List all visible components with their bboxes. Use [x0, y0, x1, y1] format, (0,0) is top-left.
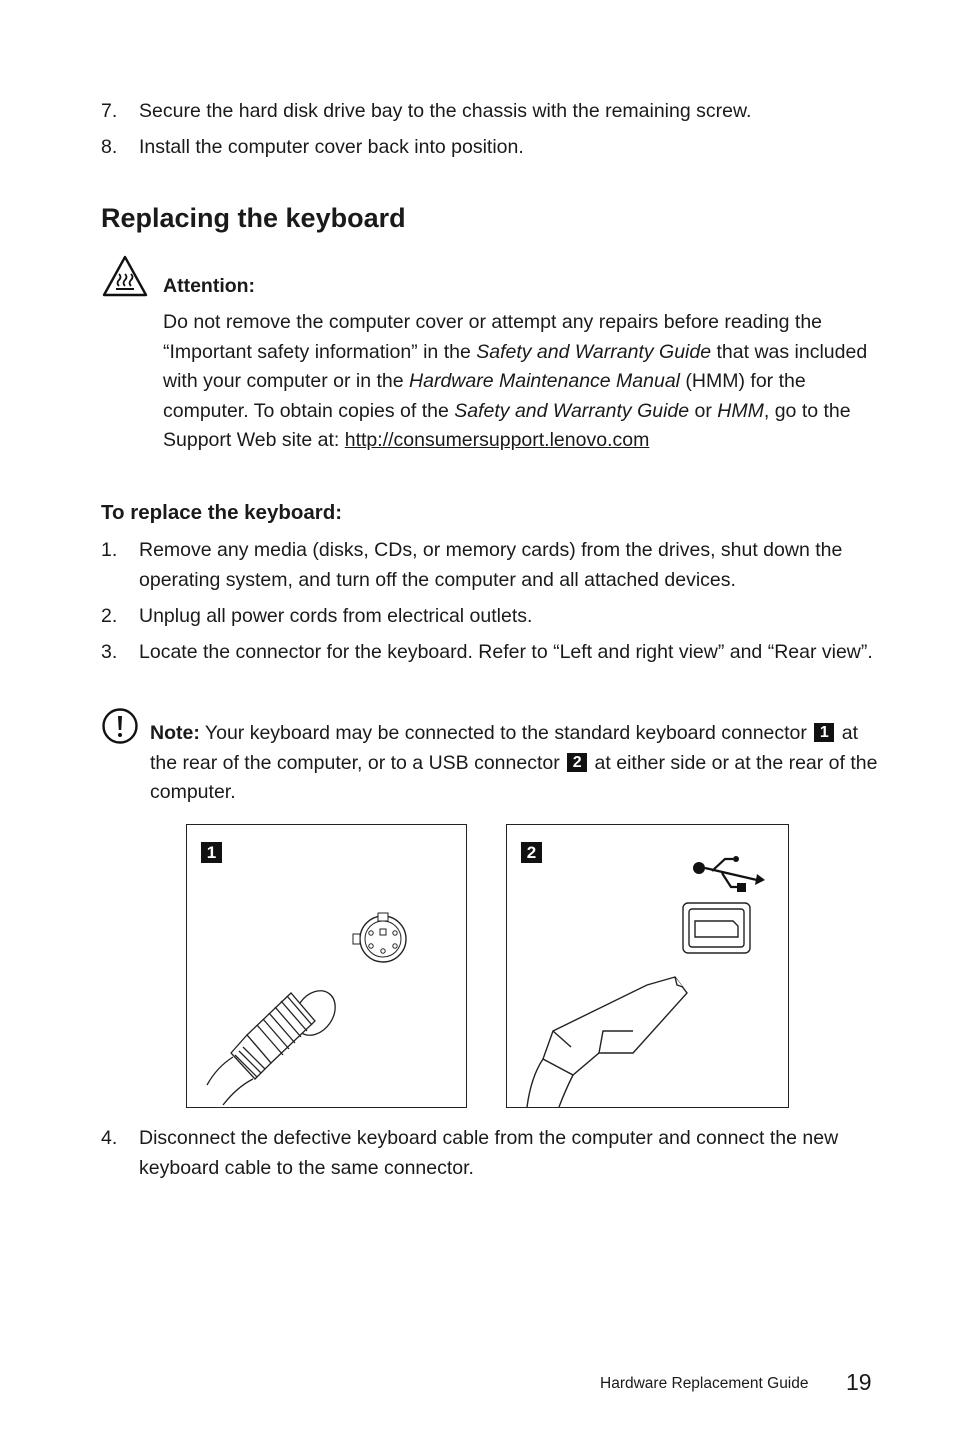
usb-plug-icon — [527, 977, 687, 1107]
footer-guide-title: Hardware Replacement Guide — [600, 1375, 809, 1392]
step-number: 8. — [101, 136, 118, 158]
usb-symbol-icon — [693, 856, 765, 892]
usb-connector-illustration — [507, 825, 788, 1107]
attention-text: Do not remove the computer cover or attempt any repairs before reading the “Important safety information” in the Safety and Warranty Guide that was included with your computer or in the Hardware Maintenance Manual (HMM) for the computer. To obtain copies of the Safety and Warranty Guide or HMM, go to the Support Web site at: http://consumersupport.lenovo.com — [163, 311, 868, 451]
section-title: Replacing the keyboard — [101, 203, 406, 233]
figure-callout-1: 1 — [201, 842, 222, 863]
step-number: 7. — [101, 100, 118, 122]
page-number: 19 — [846, 1369, 872, 1395]
step-text: Secure the hard disk drive bay to the chassis with the remaining screw. — [139, 100, 752, 122]
ps2-port-icon — [353, 913, 406, 962]
hot-surface-warning-icon — [101, 254, 149, 298]
step-text: Remove any media (disks, CDs, or memory cards) from the drives, shut down the operating system, and turn off the computer and all attached devices. — [139, 539, 843, 591]
exclamation-circle-icon — [101, 707, 139, 745]
attention-label: Attention: — [163, 275, 256, 297]
step-number: 2. — [101, 605, 118, 627]
callout-2: 2 — [567, 753, 587, 772]
callout-1: 1 — [814, 723, 834, 742]
step-number: 3. — [101, 641, 118, 663]
step-text: Unplug all power cords from electrical outlets. — [139, 605, 533, 627]
ps2-plug-icon — [207, 983, 344, 1105]
figure-callout-2: 2 — [521, 842, 542, 863]
procedure-heading: To replace the keyboard: — [101, 501, 343, 524]
figure-ps2-connector — [186, 824, 467, 1108]
support-link[interactable]: http://consumersupport.lenovo.com — [344, 429, 650, 451]
ps2-connector-illustration — [187, 825, 466, 1107]
figure-usb-connector — [506, 824, 789, 1108]
step-number: 1. — [101, 539, 118, 561]
note-label: Note: — [150, 722, 200, 744]
step-text: Install the computer cover back into position. — [139, 136, 524, 158]
step-number: 4. — [101, 1127, 118, 1149]
note-text: Note: Your keyboard may be connected to the standard keyboard connector 1 at the rear of the computer, or to a USB connector 2 at either side or at the rear of the computer. — [150, 722, 878, 803]
step-text: Locate the connector for the keyboard. Refer to “Left and right view” and “Rear view”. — [139, 641, 873, 663]
step-text: Disconnect the defective keyboard cable from the computer and connect the new keyboard cable to the same connector. — [139, 1127, 839, 1179]
usb-port-icon — [683, 903, 750, 953]
